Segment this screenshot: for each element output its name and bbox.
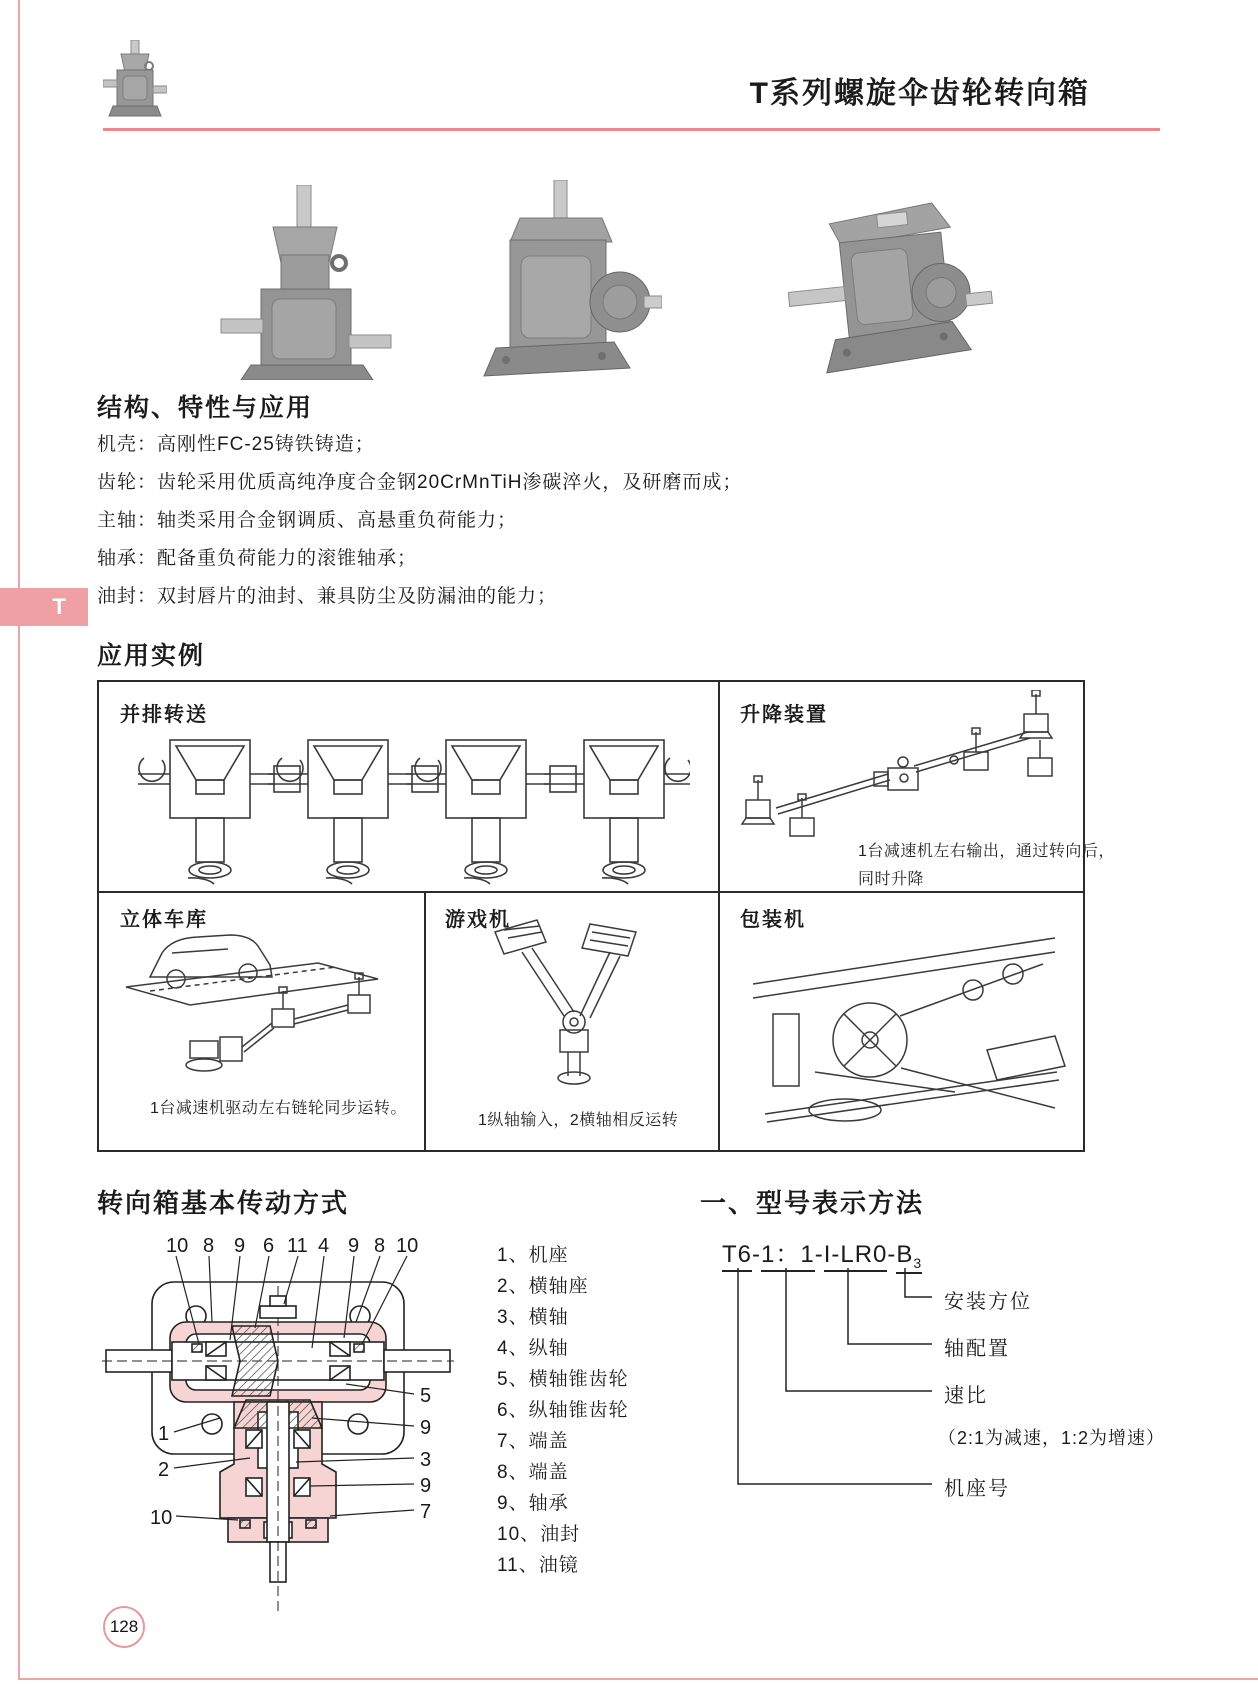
model-label-mount: 安装方位 xyxy=(944,1291,1032,1313)
product-photo-2 xyxy=(462,180,662,385)
model-code-leader-lines xyxy=(700,1250,960,1500)
bottom-border-line xyxy=(18,1678,1258,1680)
page-title: T系列螺旋伞齿轮转向箱 xyxy=(749,77,1090,110)
code-mount-letter: B xyxy=(896,1241,914,1268)
callout-left-1: 2 xyxy=(158,1459,170,1481)
feature-line-shaft: 主轴：轴类采用合金钢调质、高悬重负荷能力； xyxy=(97,510,518,531)
game-machine-diagram xyxy=(440,918,700,1088)
game-caption: 1纵轴输入，2横轴相反运转 xyxy=(478,1112,679,1129)
model-label-ratio: 速比 xyxy=(944,1385,988,1407)
part-item-2: 2、横轴座 xyxy=(497,1276,589,1297)
callout-top-2: 9 xyxy=(234,1235,246,1257)
code-frame-segment: T6 xyxy=(722,1241,752,1272)
page-number-badge xyxy=(103,1606,145,1648)
code-sep-1: - xyxy=(752,1241,762,1268)
callout-top-4: 11 xyxy=(287,1235,308,1257)
garage-line-art xyxy=(126,935,378,1071)
callout-left-0: 1 xyxy=(158,1423,170,1445)
table-row-divider xyxy=(99,891,1083,893)
model-label-shaft: 轴配置 xyxy=(944,1338,1010,1360)
game-line-art xyxy=(495,920,636,1084)
lift-caption-line2: 同时升降 xyxy=(858,871,925,888)
callout-top-3: 6 xyxy=(263,1235,275,1257)
parts-list xyxy=(497,1240,629,1581)
feature-line-bearing: 轴承：配备重负荷能力的滚锥轴承； xyxy=(97,548,418,569)
cross-section-diagram xyxy=(100,1222,456,1622)
model-ratio-note: （2:1为减速，1:2为增速） xyxy=(938,1428,1166,1448)
callout-top-6: 9 xyxy=(348,1235,360,1257)
packing-line-art xyxy=(753,938,1065,1122)
code-sep-3: - xyxy=(887,1241,897,1268)
cross-section-body xyxy=(102,1282,454,1614)
feature-line-shell: 机壳：高刚性FC-25铸铁铸造； xyxy=(97,434,375,455)
gearbox-photo-three-quarter xyxy=(484,180,662,376)
table-col-divider-bottom-1 xyxy=(424,893,426,1150)
code-ratio-segment: 1：1 xyxy=(761,1234,815,1272)
callout-left-2: 10 xyxy=(150,1507,173,1529)
lifting-line-art xyxy=(742,690,1052,836)
table-col-divider-top xyxy=(718,682,720,891)
callout-top-5: 4 xyxy=(318,1235,330,1257)
lift-caption-line1: 1台减速机左右输出，通过转向后， xyxy=(858,843,1115,860)
garage-caption: 1台减速机驱动左右链轮同步运转。 xyxy=(150,1100,407,1117)
part-item-7: 7、端盖 xyxy=(497,1431,569,1452)
mini-gearbox-drawing xyxy=(103,40,167,116)
cell-label-lift: 升降装置 xyxy=(740,704,828,726)
header-gearbox-thumbnail xyxy=(103,40,167,118)
page-number: 128 xyxy=(109,1617,139,1636)
part-item-8: 8、端盖 xyxy=(497,1462,569,1483)
code-mount-subscript: 3 xyxy=(913,1254,923,1271)
parallel-transfer-diagram xyxy=(130,728,690,886)
code-shaft-segment: I-LR0 xyxy=(824,1241,888,1272)
callout-top-8: 10 xyxy=(396,1235,419,1257)
callout-right-2: 3 xyxy=(420,1449,432,1471)
part-item-6: 6、纵轴锥齿轮 xyxy=(497,1400,629,1421)
transmission-heading: 转向箱基本传动方式 xyxy=(97,1188,350,1218)
packing-machine-diagram xyxy=(725,922,1075,1140)
cell-label-game: 游戏机 xyxy=(445,909,511,931)
product-photo-1 xyxy=(215,185,395,380)
code-sep-2: - xyxy=(814,1241,824,1268)
callout-top-7: 8 xyxy=(374,1235,386,1257)
part-item-11: 11、油镜 xyxy=(497,1555,579,1576)
callout-right-4: 7 xyxy=(420,1501,432,1523)
feature-line-gear: 齿轮：齿轮采用优质高纯净度合金钢20CrMnTiH渗碳淬火，及研磨而成； xyxy=(97,472,743,493)
gearbox-photo-front xyxy=(221,185,391,380)
part-item-3: 3、横轴 xyxy=(497,1307,569,1328)
product-photo-3 xyxy=(788,190,993,380)
part-item-5: 5、横轴锥齿轮 xyxy=(497,1369,629,1390)
callout-right-0: 5 xyxy=(420,1385,432,1407)
parking-garage-diagram xyxy=(110,925,410,1090)
features-heading: 结构、特性与应用 xyxy=(97,394,314,422)
callout-right-1: 9 xyxy=(420,1417,432,1439)
gearbox-photo-tilted xyxy=(788,198,993,376)
part-item-1: 1、机座 xyxy=(497,1245,569,1266)
title-rule xyxy=(103,128,1160,131)
left-border-line xyxy=(18,0,20,1680)
cell-label-parallel: 并排转送 xyxy=(120,704,208,726)
features-list xyxy=(97,426,742,616)
model-label-frame: 机座号 xyxy=(944,1478,1010,1500)
gearbox-units-row xyxy=(138,740,690,884)
part-item-9: 9、轴承 xyxy=(497,1493,569,1514)
lifting-device-diagram xyxy=(728,690,1078,840)
cell-label-garage: 立体车库 xyxy=(120,909,208,931)
part-item-4: 4、纵轴 xyxy=(497,1338,569,1359)
part-item-10: 10、油封 xyxy=(497,1524,581,1545)
cell-label-packing: 包装机 xyxy=(740,909,806,931)
table-col-divider-bottom-2 xyxy=(718,893,720,1150)
callout-top-0: 10 xyxy=(166,1235,189,1257)
section-tab-T: T xyxy=(0,588,88,626)
callout-right-3: 9 xyxy=(420,1475,432,1497)
callout-top-1: 8 xyxy=(203,1235,215,1257)
examples-heading: 应用实例 xyxy=(97,642,206,670)
model-heading: 一、型号表示方法 xyxy=(700,1188,925,1218)
feature-line-seal: 油封：双封唇片的油封、兼具防尘及防漏油的能力； xyxy=(97,586,558,607)
